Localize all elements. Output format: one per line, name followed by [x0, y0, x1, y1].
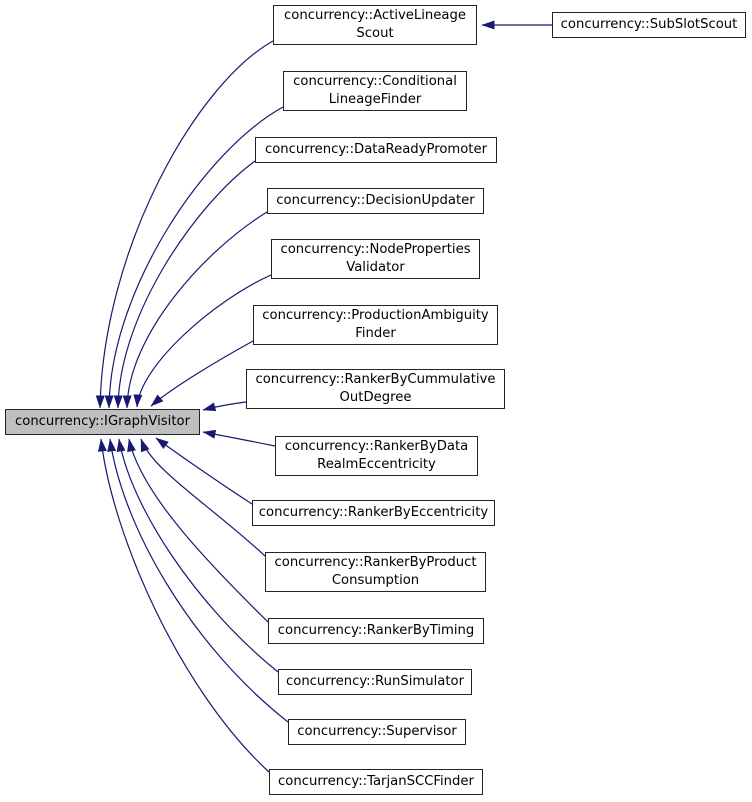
node-nodepropertiesvalidator[interactable] [271, 239, 480, 279]
node-label: concurrency::RankerByTiming [277, 623, 475, 638]
node-label: concurrency::IGraphVisitor [15, 414, 190, 429]
node-subslotscout[interactable] [552, 12, 746, 38]
node-label: concurrency::RankerByEccentricity [258, 505, 489, 520]
node-label: Consumption [331, 573, 420, 588]
node-label: Validator [346, 260, 405, 275]
node-label: concurrency::DataReadyPromoter [264, 142, 488, 157]
node-label: concurrency::RankerByCummulative [255, 372, 496, 387]
node-igraphvisitor[interactable] [5, 409, 200, 435]
node-label: concurrency::ProductionAmbiguity [262, 308, 489, 323]
node-rankerbydatarealmeccentricity[interactable] [275, 436, 478, 476]
node-rankerbyproductconsumption[interactable] [265, 552, 486, 592]
node-datareadypromoter[interactable] [255, 137, 497, 163]
node-label: RealmEccentricity [317, 457, 436, 472]
node-rankerbycummulativeoutdegree[interactable] [246, 369, 505, 409]
node-label: concurrency::Supervisor [297, 724, 457, 739]
node-rankerbytiming[interactable] [268, 618, 484, 644]
node-label: LineageFinder [328, 92, 422, 107]
node-label: concurrency::RankerByData [284, 439, 469, 454]
node-label: concurrency::NodeProperties [280, 242, 471, 257]
node-label: concurrency::SubSlotScout [560, 17, 738, 32]
node-supervisor[interactable] [288, 719, 466, 745]
node-label: concurrency::DecisionUpdater [276, 193, 475, 208]
edge-rankerbyeccentricity [156, 438, 252, 504]
node-runsimulator[interactable] [278, 669, 472, 695]
node-label: OutDegree [339, 390, 412, 405]
node-activelineagescout[interactable] [273, 5, 477, 45]
node-label: concurrency::Conditional [293, 74, 457, 89]
edge-productionambiguityfinder [151, 341, 253, 406]
edge-supervisor [110, 439, 288, 722]
edge-rankerbycummulativeoutdegree [203, 402, 246, 410]
node-conditionallineagefinder[interactable] [283, 71, 467, 111]
node-label: concurrency::ActiveLineage [284, 8, 466, 23]
node-tarjansccfinder[interactable] [269, 769, 483, 795]
node-rankerbyeccentricity[interactable] [252, 500, 495, 526]
node-label: Scout [356, 26, 394, 41]
node-decisionupdater[interactable] [267, 188, 484, 214]
node-label: concurrency::TarjanSCCFinder [278, 774, 474, 789]
edge-rankerbyproductconsumption [141, 439, 265, 556]
node-label: concurrency::RunSimulator [286, 674, 464, 689]
edge-rankerbytiming [129, 439, 268, 622]
node-productionambiguityfinder[interactable] [253, 305, 498, 345]
node-label: Finder [355, 326, 396, 341]
edge-rankerbydatarealmeccentricity [203, 432, 275, 446]
node-label: concurrency::RankerByProduct [274, 555, 477, 570]
